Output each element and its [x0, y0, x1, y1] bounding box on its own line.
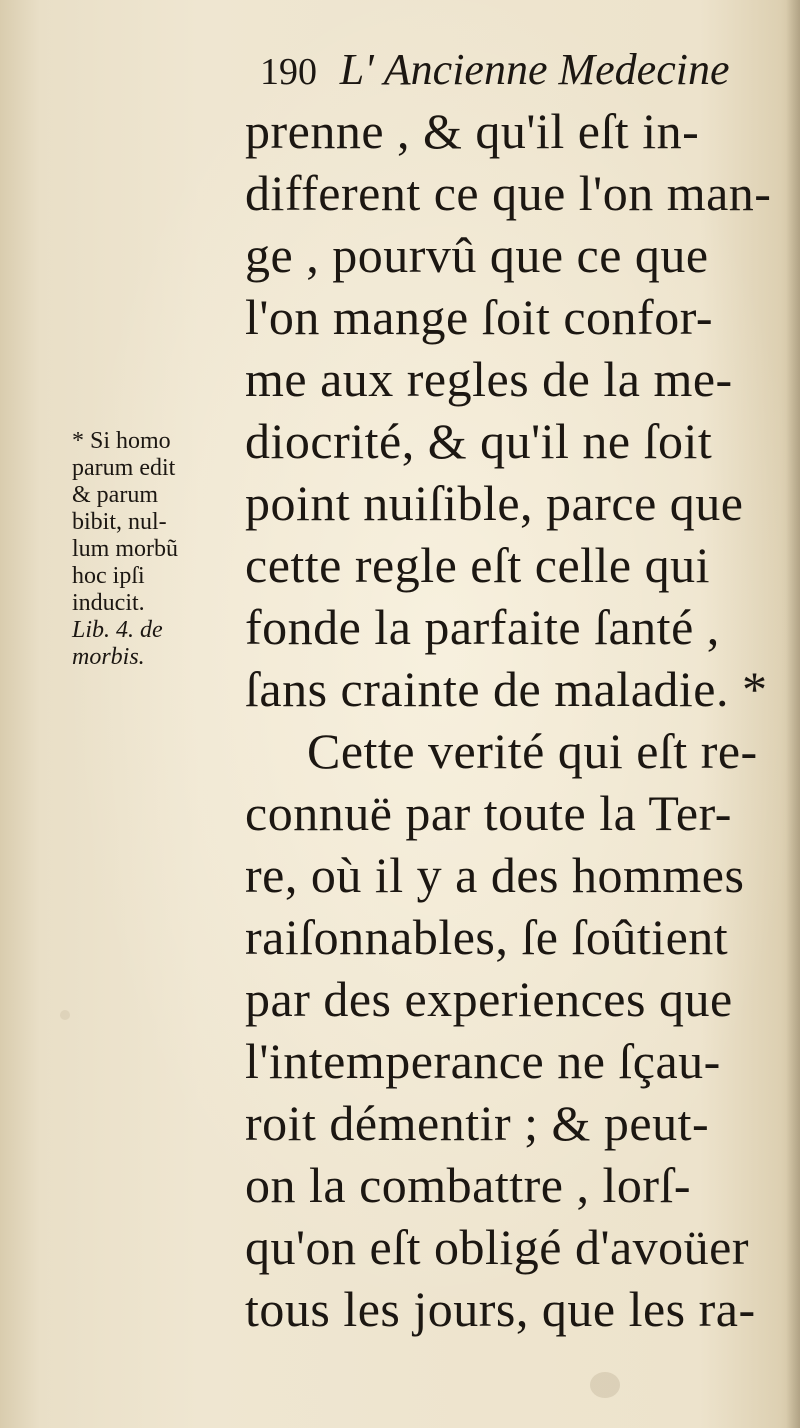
text-line: diocrité, & qu'il ne ſoit	[245, 413, 713, 469]
paragraph-start-line: Cette verité qui eſt re-	[307, 723, 758, 779]
margin-note-line: & parum	[72, 482, 158, 508]
running-head: L' Ancienne Medecine	[339, 45, 730, 94]
text-line: prenne , & qu'il eſt in-	[245, 103, 700, 159]
page-header	[260, 40, 780, 100]
text-line: l'intemperance ne ſçau-	[245, 1033, 721, 1089]
text-line: cette regle eſt celle qui	[245, 537, 711, 593]
margin-note-line: hoc ipſi	[72, 563, 145, 589]
page-gutter-shadow	[786, 0, 800, 1428]
margin-note-citation: Lib. 4. de	[72, 617, 163, 643]
margin-note	[72, 428, 242, 671]
margin-note-line: parum edit	[72, 455, 176, 481]
text-line: different ce que l'on man-	[245, 165, 772, 221]
text-line: tous les jours, que les ra-	[245, 1281, 756, 1337]
margin-note-line: inducit.	[72, 590, 145, 616]
text-line: re, où il y a des hommes	[245, 847, 745, 903]
margin-note-line: * Si homo	[72, 428, 171, 454]
text-line: me aux regles de la me-	[245, 351, 733, 407]
text-line: l'on mange ſoit confor-	[245, 289, 713, 345]
paper-stain	[590, 1372, 620, 1398]
text-line: roit démentir ; & peut-	[245, 1095, 710, 1151]
text-line: par des experiences que	[245, 971, 733, 1027]
text-line: on la combattre , lorſ-	[245, 1157, 692, 1213]
text-line: connuë par toute la Ter-	[245, 785, 732, 841]
margin-note-citation: morbis.	[72, 644, 145, 670]
text-line: ſans crainte de maladie. *	[245, 661, 768, 717]
text-line: fonde la parfaite ſanté ,	[245, 599, 720, 655]
text-line: raiſonnables, ſe ſoûtient	[245, 909, 729, 965]
margin-note-line: lum morbũ	[72, 536, 178, 562]
text-line: qu'on eſt obligé d'avoüer	[245, 1219, 750, 1275]
text-line: point nuiſible, parce que	[245, 475, 744, 531]
main-text-column	[245, 100, 775, 1340]
margin-note-line: bibit, nul-	[72, 509, 167, 535]
page-number: 190	[260, 51, 317, 93]
text-line: ge , pourvû que ce que	[245, 227, 709, 283]
paper-stain	[60, 1010, 70, 1020]
